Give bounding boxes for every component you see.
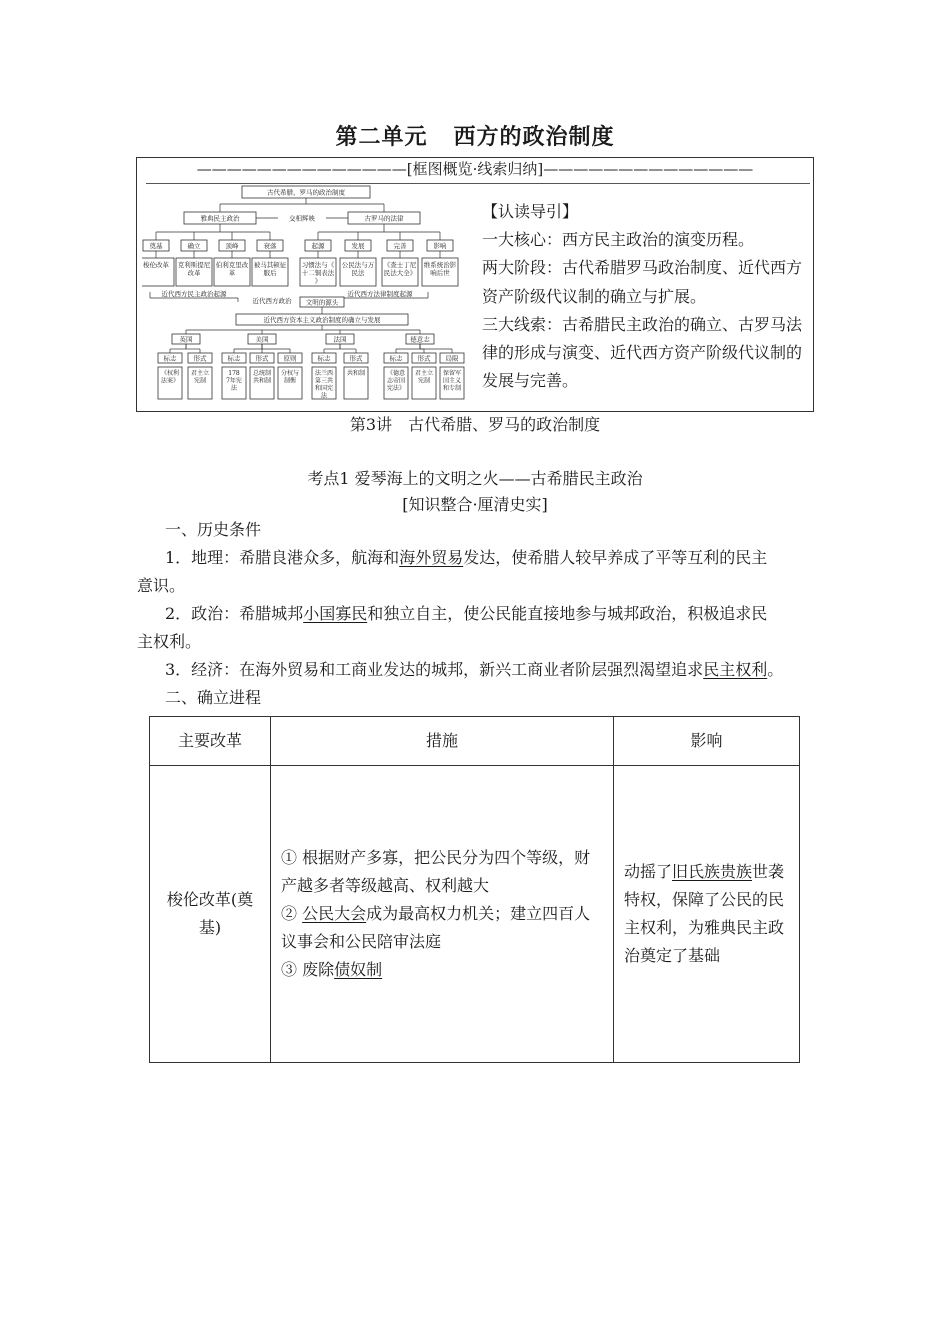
diagram-center2: 文明的源头 <box>305 298 339 307</box>
structure-diagram <box>142 184 472 402</box>
left-item: 改革 <box>187 269 201 277</box>
country-label: 英国 <box>179 335 193 344</box>
blank-answer: 海外贸易 <box>399 548 464 567</box>
condition-1: 1．地理：希腊良港众多，航海和海外贸易发达，使希腊人较早养成了平等互利的民主 <box>165 548 768 567</box>
guide-line3: 三大线索：古希腊民主政治的确立、古罗马法律的形成与演变、近代西方资产阶级代议制的发展与完善。 <box>482 314 803 391</box>
right-item: 》 <box>314 277 322 285</box>
blank-answer: 民主权利 <box>703 660 768 679</box>
leaf-text: 君主立 <box>414 370 434 377</box>
right-item: 十二铜表法 <box>301 269 335 277</box>
left-item: 革 <box>228 269 236 277</box>
blank-answer: 旧氏族贵族 <box>672 862 753 881</box>
leaf-text: 总统制 <box>252 370 272 377</box>
tag-label: 标志 <box>317 354 331 363</box>
leaf-text: 178 <box>228 370 240 377</box>
kaodian-title: 考点1 爱琴海上的文明之火——古希腊民主政治 <box>307 469 643 488</box>
tag-label: 形式 <box>193 354 207 363</box>
diagram-src-left: 近代西方民主政治起源 <box>161 290 227 298</box>
leaf-text: 制衡 <box>283 377 297 385</box>
right-stage: 完善 <box>393 242 407 250</box>
diagram-root: 古代希腊、罗马的政治制度 <box>267 188 345 197</box>
left-stage: 衰落 <box>263 242 277 250</box>
table-cell-reform: 梭伦改革(奠基) <box>150 766 271 1063</box>
blank-answer: 小国寡民 <box>303 604 368 623</box>
leaf-text: 《德意 <box>386 370 406 377</box>
leaf-text: 第三共 <box>314 377 334 385</box>
lecture-title: 第3讲 古代希腊、罗马的政治制度 <box>349 415 601 434</box>
right-item: 《查士丁尼 <box>383 261 417 269</box>
country-label: 法国 <box>333 335 347 344</box>
leaf-text: 共和制 <box>346 370 366 377</box>
leaf-text: 和国宪 <box>314 385 334 392</box>
leaf-text: 法 <box>320 392 328 400</box>
leaf-text: 志帝国 <box>386 377 406 385</box>
leaf-text: 分权与 <box>280 370 300 377</box>
right-item: 习惯法与《 <box>301 261 335 269</box>
tag-label: 形式 <box>255 354 269 363</box>
left-item: 克利斯提尼 <box>177 261 211 269</box>
left-item: 被马其顿征 <box>253 261 287 269</box>
country-label: 美国 <box>255 335 269 344</box>
reform-table <box>149 716 800 1063</box>
blank-answer: 债奴制 <box>334 960 383 979</box>
left-item: 梭伦改革 <box>143 261 169 269</box>
diagram-mid: 交相辉映 <box>289 214 315 223</box>
condition-1-cont: 意识。 <box>137 576 186 595</box>
diagram-right: 古罗马的法律 <box>364 214 404 223</box>
tag-label: 形式 <box>349 354 363 363</box>
leaf-text: 《权利 <box>160 370 180 377</box>
tag-label: 局限 <box>445 354 459 363</box>
leaf-text: 和专制 <box>442 385 462 392</box>
right-item: 民法 <box>351 269 365 277</box>
leaf-text: 保留军 <box>442 370 462 377</box>
page-title: 第二单元 西方的政治制度 <box>335 124 615 150</box>
right-item: 公民法与万 <box>341 261 375 269</box>
leaf-text: 法兰西 <box>314 370 334 377</box>
leaf-text: 宪制 <box>193 377 207 385</box>
right-item: 响后世 <box>430 269 450 277</box>
leaf-text: 7年宪 <box>226 377 242 385</box>
leaf-text: 法案》 <box>160 377 180 385</box>
diagram-left: 雅典民主政治 <box>200 214 240 223</box>
tag-label: 标志 <box>389 354 403 363</box>
section-heading-1: 一、历史条件 <box>165 520 262 539</box>
right-stage: 影响 <box>433 242 447 250</box>
table-header: 主要改革 <box>150 717 271 766</box>
condition-2: 2．政治：希腊城邦小国寡民和独立自主，使公民能直接地参与城邦政治，积极追求民 <box>165 604 768 623</box>
right-stage: 起源 <box>311 242 325 250</box>
tag-label: 标志 <box>227 354 241 363</box>
table-header: 措施 <box>271 717 614 766</box>
right-item: 民法大全》 <box>383 269 417 277</box>
leaf-text: 法 <box>230 385 238 392</box>
condition-2-cont: 主权利。 <box>137 632 202 651</box>
frame-header: ——————————————[框图概览·线索归纳]—————————————— <box>196 160 754 178</box>
leaf-text: 国主义 <box>442 377 462 385</box>
leaf-text: 宪制 <box>417 377 431 385</box>
table-cell-measures: ① 根据财产多寡，把公民分为四个等级，财产越多者等级越高、权利越大 ② 公民大会成为最高权力机关；建立四百人议事会和公民陪审法庭 ③ 废除债奴制 <box>271 766 614 1063</box>
left-item: 伯利克里改 <box>215 261 249 269</box>
guide-line1: 一大核心：西方民主政治的演变历程。 <box>482 230 755 250</box>
leaf-text: 共和制 <box>252 377 272 385</box>
blank-answer: 公民大会 <box>302 904 367 923</box>
country-label: 德意志 <box>410 335 430 344</box>
diagram-bottom: 近代西方资本主义政治制度的确立与发展 <box>263 316 381 324</box>
knowledge-tag: [知识整合·厘清史实] <box>402 495 548 514</box>
diagram-center1: 近代西方政治 <box>252 297 292 305</box>
section-heading-2: 二、确立进程 <box>165 688 262 707</box>
table-header: 影响 <box>614 717 800 766</box>
condition-3: 3．经济：在海外贸易和工商业发达的城邦，新兴工商业者阶层强烈渴望追求民主权利。 <box>165 660 784 679</box>
diagram-src-right: 近代西方法律制度起源 <box>347 290 413 298</box>
left-stage: 顶峰 <box>225 242 239 250</box>
left-stage: 确立 <box>187 242 201 250</box>
leaf-text: 君主立 <box>190 370 210 377</box>
tag-label: 标志 <box>163 354 177 363</box>
guide-line2: 两大阶段：古代希腊罗马政治制度、近代西方资产阶级代议制的确立与扩展。 <box>482 258 803 306</box>
reading-guide <box>482 198 812 395</box>
guide-heading: 【认读导引】 <box>482 202 579 221</box>
right-item: 维系统治影 <box>423 261 457 269</box>
right-stage: 发展 <box>351 242 365 250</box>
tag-label: 形式 <box>417 354 431 363</box>
tag-label: 原则 <box>283 354 297 363</box>
left-stage: 奠基 <box>149 242 163 250</box>
leaf-text: 宪法》 <box>386 385 406 392</box>
left-item: 服后 <box>263 269 277 277</box>
table-cell-effect: 动摇了旧氏族贵族世袭特权，保障了公民的民主权利，为雅典民主政治奠定了基础 <box>614 766 800 1063</box>
